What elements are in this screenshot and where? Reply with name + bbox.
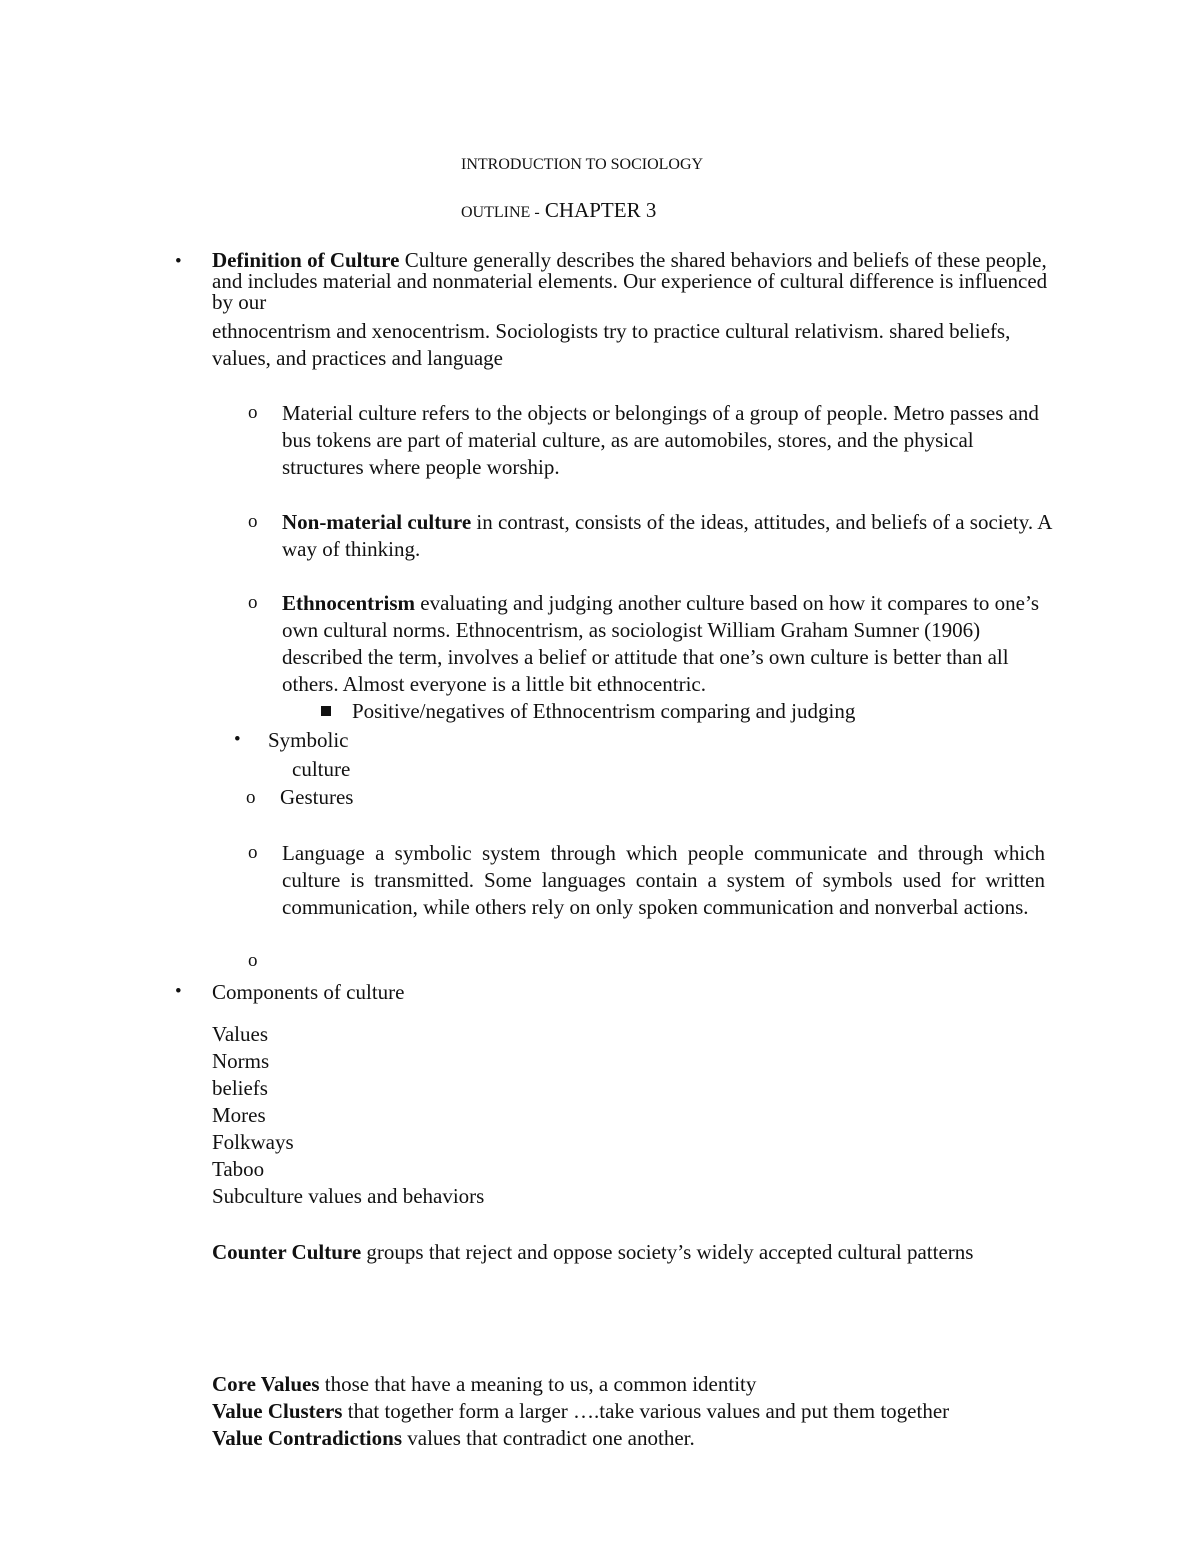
list-item: beliefs [212, 1076, 268, 1100]
list-item: Taboo [212, 1157, 265, 1181]
value-clusters-text: that together form a larger ….take various values and put them together [342, 1399, 950, 1423]
ethnocentrism-item [282, 590, 1062, 698]
bullet-marker: • [175, 251, 182, 272]
document-title: INTRODUCTION TO SOCIOLOGY [461, 156, 704, 173]
outline-chapter: CHAPTER 3 [539, 198, 657, 222]
outline-prefix: OUTLINE - [461, 204, 540, 221]
core-values-line [212, 1371, 949, 1398]
bullet-marker: • [175, 981, 182, 1002]
language-item: Language a symbolic system through which people communicate and through which culture is transmitted. Some languages contain a system of symbols used for written communication, while others rely on only spoken communication and nonverbal actions. [282, 841, 1045, 919]
value-contradictions-term: Value Contradictions [212, 1426, 402, 1450]
list-item: Norms [212, 1049, 270, 1073]
ethnocentrism-subitem: Positive/negatives of Ethnocentrism comparing and judging [352, 699, 856, 723]
core-values-term: Core Values [212, 1372, 320, 1396]
symbolic-culture-line2: culture [292, 757, 351, 781]
square-bullet-icon [321, 706, 331, 716]
list-item: Folkways [212, 1130, 294, 1154]
definition-paragraph [212, 250, 1062, 313]
bullet-marker: • [234, 729, 241, 750]
nonmaterial-text: in contrast, consists of the ideas, attitudes, and beliefs of a society. A way of thinking. [282, 510, 1052, 561]
values-block [212, 1371, 949, 1452]
definition-continuation: ethnocentrism and xenocentrism. Sociologists try to practice cultural relativism. shared beliefs, values, and practices and language [212, 319, 1011, 370]
circle-marker: o [248, 842, 258, 863]
definition-term: Definition of Culture [212, 248, 400, 272]
core-values-text: those that have a meaning to us, a common identity [319, 1372, 757, 1396]
counter-culture-term: Counter Culture [212, 1240, 362, 1264]
gestures-item: Gestures [280, 785, 354, 809]
circle-marker: o [248, 592, 258, 613]
value-contradictions-line [212, 1425, 949, 1452]
counter-culture-text: groups that reject and oppose society’s widely accepted cultural patterns [361, 1240, 974, 1264]
value-clusters-term: Value Clusters [212, 1399, 343, 1423]
ethnocentrism-text: evaluating and judging another culture based on how it compares to one’s own cultural norms. Ethnocentrism, as sociologist William Graham Sumner (1906) described the term, involves a belief or attitude that one’s own culture is better than all others. Almost everyone is a little bit ethnocentric. [282, 591, 1040, 696]
circle-marker: o [248, 402, 258, 423]
material-culture-item: Material culture refers to the objects or belongings of a group of people. Metro passes and bus tokens are part of material culture, as are automobiles, stores, and the physical structures where people worship. [282, 401, 1039, 479]
list-item: Subculture values and behaviors [212, 1184, 485, 1208]
definition-text: Culture generally describes the shared behaviors and beliefs of these people, and includes material and nonmaterial elements. Our experience of cultural difference is influenced by our [212, 248, 1048, 314]
circle-marker: o [246, 787, 256, 808]
circle-marker-empty: o [248, 950, 258, 971]
counter-culture-item [212, 1239, 1002, 1266]
outline-heading [461, 198, 656, 223]
value-clusters-line [212, 1398, 949, 1425]
ethnocentrism-term: Ethnocentrism [282, 591, 415, 615]
value-contradictions-text: values that contradict one another. [402, 1426, 695, 1450]
components-list [212, 1021, 484, 1210]
nonmaterial-term: Non-material culture [282, 510, 472, 534]
nonmaterial-culture-item [282, 509, 1052, 563]
symbolic-culture-line1: Symbolic [268, 728, 349, 752]
circle-marker: o [248, 511, 258, 532]
components-label: Components of culture [212, 980, 405, 1004]
list-item: Mores [212, 1103, 266, 1127]
list-item: Values [212, 1022, 268, 1046]
